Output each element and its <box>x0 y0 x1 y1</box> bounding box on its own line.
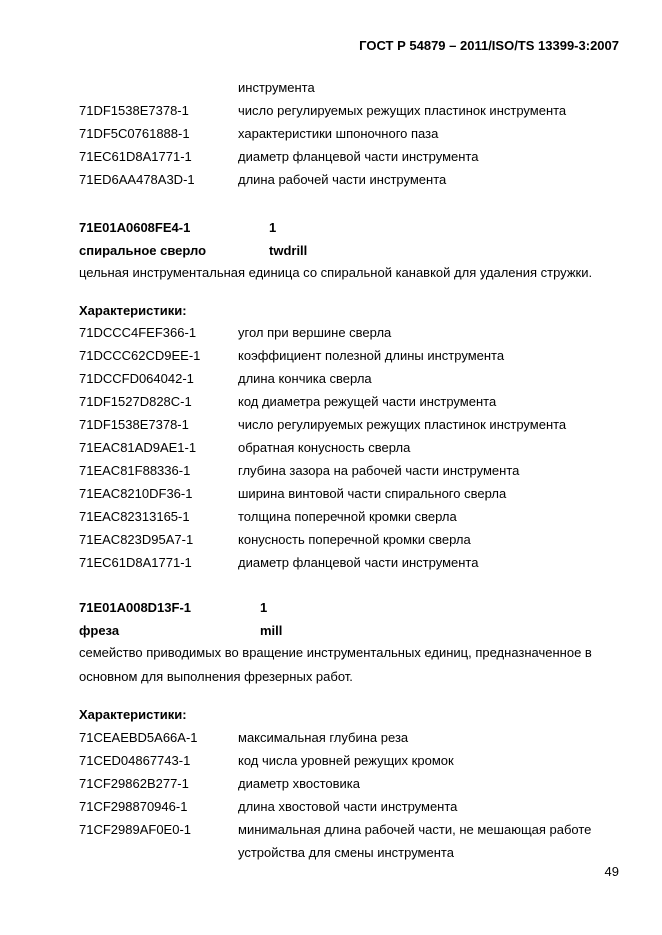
term-description: конусность поперечной кромки сверла <box>238 532 471 547</box>
term-description: инструмента <box>238 80 315 95</box>
term-code: 71DF1538E7378-1 <box>79 417 189 432</box>
term-description: диаметр фланцевой части инструмента <box>238 555 479 570</box>
term-code: 71DF1527D828C-1 <box>79 394 192 409</box>
term-code: 71CF2989AF0E0-1 <box>79 822 192 837</box>
term-description: код диаметра режущей части инструмента <box>238 394 497 409</box>
term-description: число регулируемых режущих пластинок инструмента <box>238 417 567 432</box>
term-code: 71EAC81AD9AE1-1 <box>79 440 197 455</box>
characteristics-heading: Характеристики: <box>79 707 187 722</box>
entry-name-ru: фреза <box>79 623 120 638</box>
term-description: длина кончика сверла <box>238 371 372 386</box>
term-code: 71ED6AA478A3D-1 <box>79 172 195 187</box>
entry-name-ru: спиральное сверло <box>79 243 207 258</box>
entry-name-en: mill <box>260 623 283 638</box>
term-code: 71EAC8210DF36-1 <box>79 486 193 501</box>
term-code: 71DCCC62CD9EE-1 <box>79 348 201 363</box>
standard-header: ГОСТ Р 54879 – 2011/ISO/TS 13399-3:2007 <box>359 38 619 53</box>
entry-version: 1 <box>269 220 277 235</box>
entry-id: 71E01A008D13F-1 <box>79 600 192 615</box>
characteristics-heading: Характеристики: <box>79 303 187 318</box>
term-code: 71EC61D8A1771-1 <box>79 149 192 164</box>
term-description: коэффициент полезной длины инструмента <box>238 348 505 363</box>
term-description: длина хвостовой части инструмента <box>238 799 458 814</box>
term-description: устройства для смены инструмента <box>238 845 454 860</box>
term-code: 71EC61D8A1771-1 <box>79 555 192 570</box>
term-code: 71EAC823D95A7-1 <box>79 532 194 547</box>
term-description: глубина зазора на рабочей части инструмента <box>238 463 520 478</box>
term-description: обратная конусность сверла <box>238 440 411 455</box>
term-code: 71CF298870946-1 <box>79 799 188 814</box>
entry-definition: цельная инструментальная единица со спиральной канавкой для удаления стружки. <box>79 265 593 280</box>
entry-name-en: twdrill <box>269 243 308 258</box>
term-code: 71DCCC4FEF366-1 <box>79 325 197 340</box>
term-code: 71EAC81F88336-1 <box>79 463 191 478</box>
term-description: длина рабочей части инструмента <box>238 172 447 187</box>
term-code: 71CF29862B277-1 <box>79 776 189 791</box>
entry-id: 71E01A0608FE4-1 <box>79 220 191 235</box>
entry-definition-line: семейство приводимых во вращение инструментальных единиц, предназначенное в <box>79 645 592 660</box>
page-number: 49 <box>604 864 619 879</box>
term-code: 71CEAEBD5A66A-1 <box>79 730 198 745</box>
term-code: 71EAC82313165-1 <box>79 509 190 524</box>
term-description: диаметр фланцевой части инструмента <box>238 149 479 164</box>
term-code: 71DCCFD064042-1 <box>79 371 194 386</box>
term-description: максимальная глубина реза <box>238 730 409 745</box>
term-description: угол при вершине сверла <box>238 325 392 340</box>
term-code: 71DF5C0761888-1 <box>79 126 190 141</box>
term-description: диаметр хвостовика <box>238 776 361 791</box>
term-description: характеристики шпоночного паза <box>238 126 439 141</box>
term-code: 71CED04867743-1 <box>79 753 191 768</box>
term-description: код числа уровней режущих кромок <box>238 753 454 768</box>
entry-version: 1 <box>260 600 268 615</box>
term-description: толщина поперечной кромки сверла <box>238 509 457 524</box>
term-code: 71DF1538E7378-1 <box>79 103 189 118</box>
term-description: число регулируемых режущих пластинок инструмента <box>238 103 567 118</box>
entry-definition-line: основном для выполнения фрезерных работ. <box>79 669 353 684</box>
term-description: ширина винтовой части спирального сверла <box>238 486 507 501</box>
term-description: минимальная длина рабочей части, не мешающая работе <box>238 822 592 837</box>
